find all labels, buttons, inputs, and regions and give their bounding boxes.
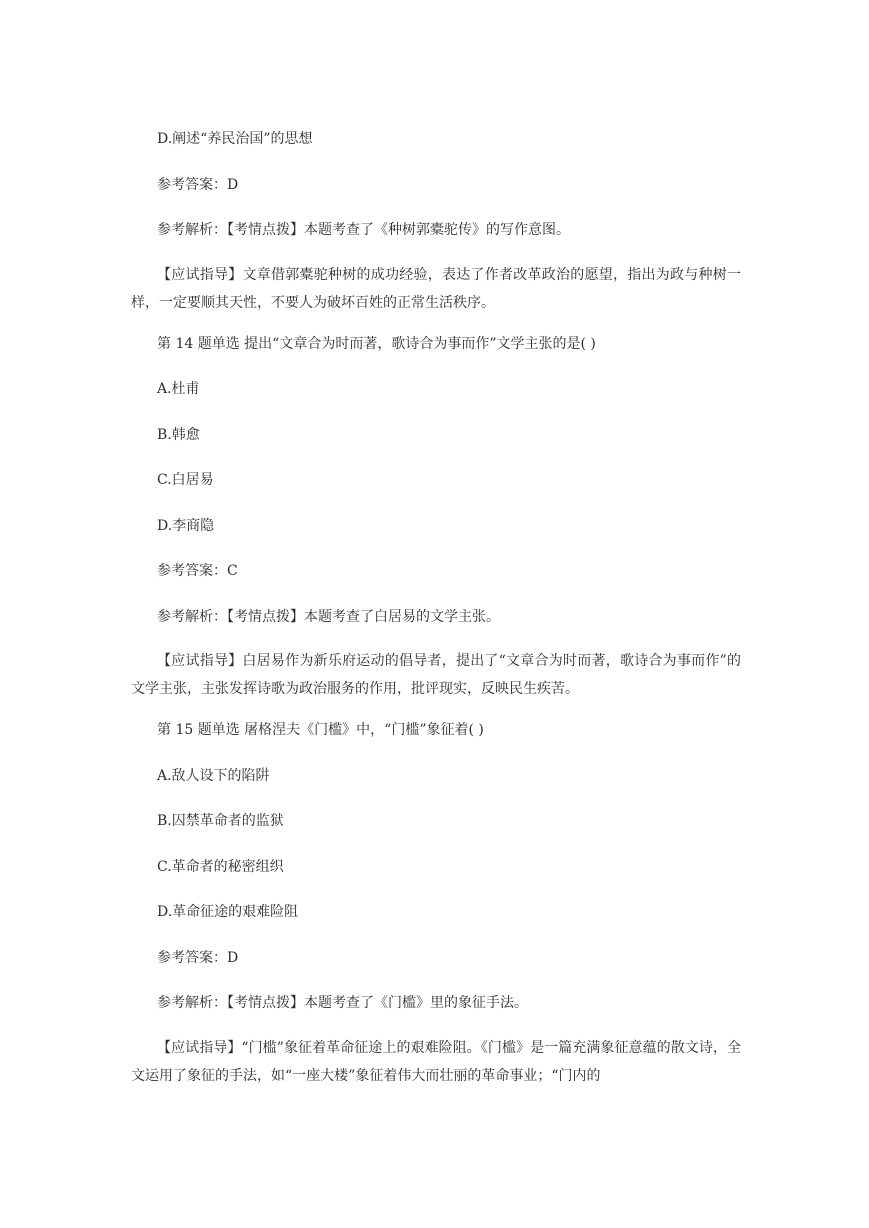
q14-answer: 参考答案：C (157, 563, 238, 579)
q15-option-d: D.革命征途的艰难险阻 (157, 904, 299, 920)
q14-option-b: B.韩愈 (157, 427, 200, 443)
q15-analysis: 参考解析：【考情点拨】本题考查了《门槛》里的象征手法。 (157, 995, 528, 1011)
q14-question: 第 14 题单选 提出“文章合为时而著，歌诗合为事而作”文学主张的是( ) (157, 336, 596, 352)
q14-option-a: A.杜甫 (157, 381, 200, 397)
q15-guide: 【应试指导】“门槛”象征着革命征途上的艰难险阻。《门槛》是一篇充满象征意蕴的散文诗，全文运用了象征的手法，如“一座大楼”象征着伟大而壮丽的革命事业；“门内的 (131, 1040, 741, 1084)
q14-option-d: D.李商隐 (157, 518, 215, 534)
q13-analysis: 参考解析：【考情点拨】本题考查了《种树郭橐驼传》的写作意图。 (157, 222, 570, 238)
q13-answer: 参考答案：D (157, 177, 239, 193)
q15-option-b: B.囚禁革命者的监狱 (157, 813, 284, 829)
q15-question: 第 15 题单选 屠格涅夫《门槛》中，“门槛”象征着( ) (157, 722, 484, 738)
q14-option-c: C.白居易 (157, 472, 214, 488)
q14-analysis: 参考解析：【考情点拨】本题考查了白居易的文学主张。 (157, 609, 500, 625)
q13-guide: 【应试指导】文章借郭橐驼种树的成功经验，表达了作者改革政治的愿望，指出为政与种树一样，一定要顺其天性，不要人为破坏百姓的正常生活秩序。 (131, 267, 741, 311)
q13-option-d: D.阐述“养民治国”的思想 (157, 131, 313, 147)
q15-answer: 参考答案：D (157, 950, 239, 966)
q15-option-c: C.革命者的秘密组织 (157, 859, 284, 875)
q14-guide: 【应试指导】白居易作为新乐府运动的倡导者，提出了“文章合为时而著，歌诗合为事而作”的文学主张，主张发挥诗歌为政治服务的作用，批评现实，反映民生疾苦。 (131, 653, 741, 697)
q15-option-a: A.敌人设下的陷阱 (157, 768, 270, 784)
